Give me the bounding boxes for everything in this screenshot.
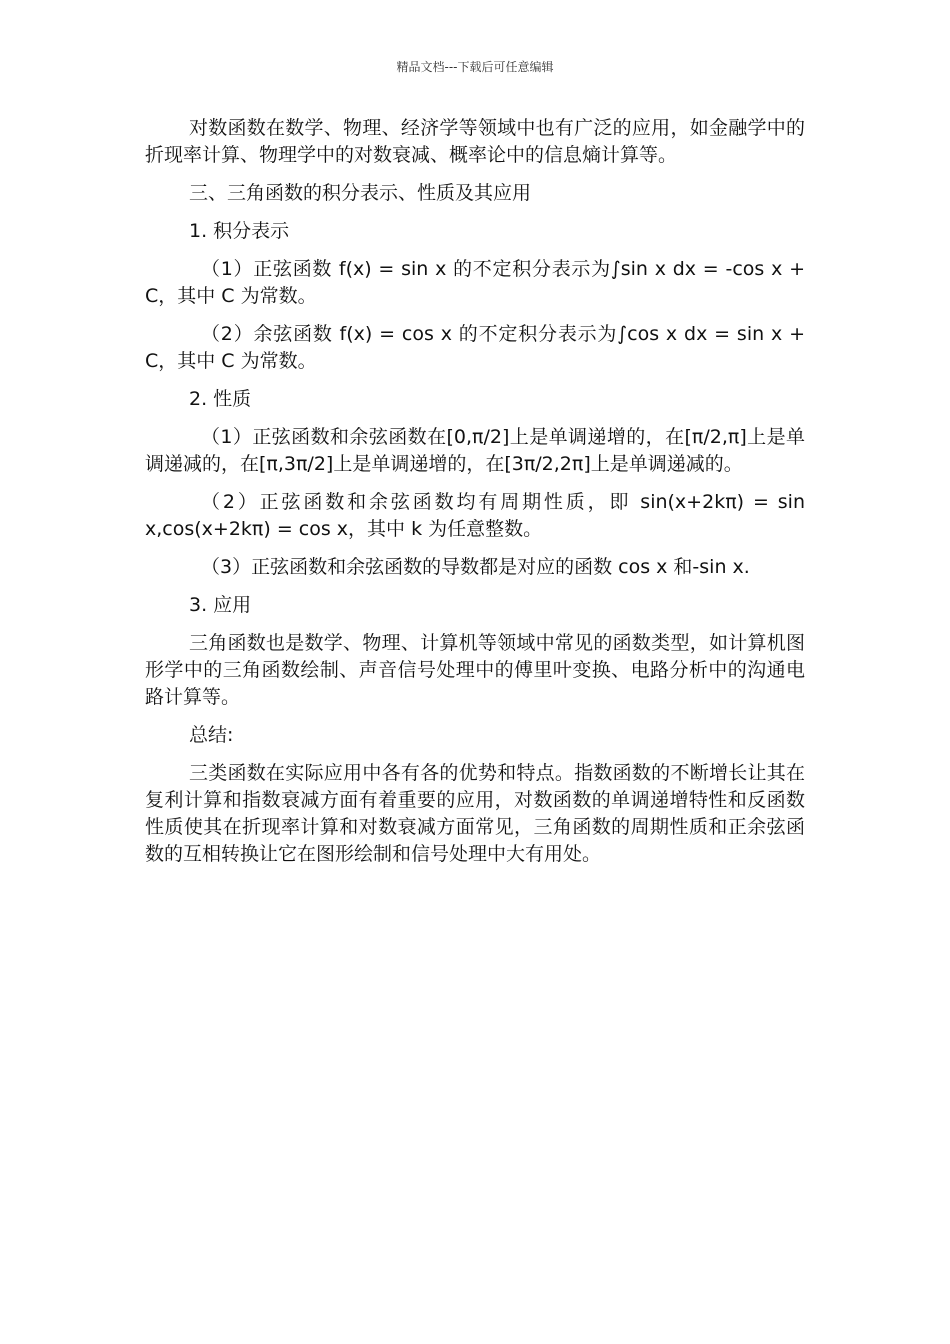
- subheading-integral: 1. 积分表示: [189, 220, 290, 242]
- paragraph-trig-applications: 三角函数也是数学、物理、计算机等领域中常见的函数类型，如计算机图形学中的三角函数绘制、声音信号处理中的傅里叶变换、电路分析中的沟通电路计算等。: [145, 632, 805, 708]
- paragraph-derivatives: （3）正弦函数和余弦函数的导数都是对应的函数 cos x 和-sin x.: [201, 556, 750, 578]
- subheading-applications: 3. 应用: [189, 594, 252, 616]
- paragraph-sine-integral: （1）正弦函数 f(x) = sin x 的不定积分表示为∫sin x dx = -cos x + C，其中 C 为常数。: [145, 258, 805, 307]
- paragraph-monotonicity: （1）正弦函数和余弦函数在[0,π/2]上是单调递增的，在[π/2,π]上是单调递减的，在[π,3π/2]上是单调递增的，在[3π/2,2π]上是单调递减的。: [145, 426, 805, 475]
- subheading-properties: 2. 性质: [189, 388, 252, 410]
- paragraph-log-applications: 对数函数在数学、物理、经济学等领域中也有广泛的应用，如金融学中的折现率计算、物理学中的对数衰减、概率论中的信息熵计算等。: [145, 117, 805, 166]
- paragraph-periodicity: （2）正弦函数和余弦函数均有周期性质，即 sin(x+2kπ) = sin x,cos(x+2kπ) = cos x，其中 k 为任意整数。: [145, 491, 805, 540]
- section-heading-trig: 三、三角函数的积分表示、性质及其应用: [189, 182, 532, 204]
- page-header: 精品文档---下载后可任意编辑: [396, 60, 554, 74]
- paragraph-cosine-integral: （2）余弦函数 f(x) = cos x 的不定积分表示为∫cos x dx = sin x + C，其中 C 为常数。: [145, 323, 805, 372]
- summary-heading: 总结:: [189, 724, 234, 746]
- paragraph-summary: 三类函数在实际应用中各有各的优势和特点。指数函数的不断增长让其在复利计算和指数衰减方面有着重要的应用，对数函数的单调递增特性和反函数性质使其在折现率计算和对数衰减方面常见，三角函数的周期性质和正余弦函数的互相转换让它在图形绘制和信号处理中大有用处。: [145, 762, 805, 865]
- document-body: [145, 115, 805, 879]
